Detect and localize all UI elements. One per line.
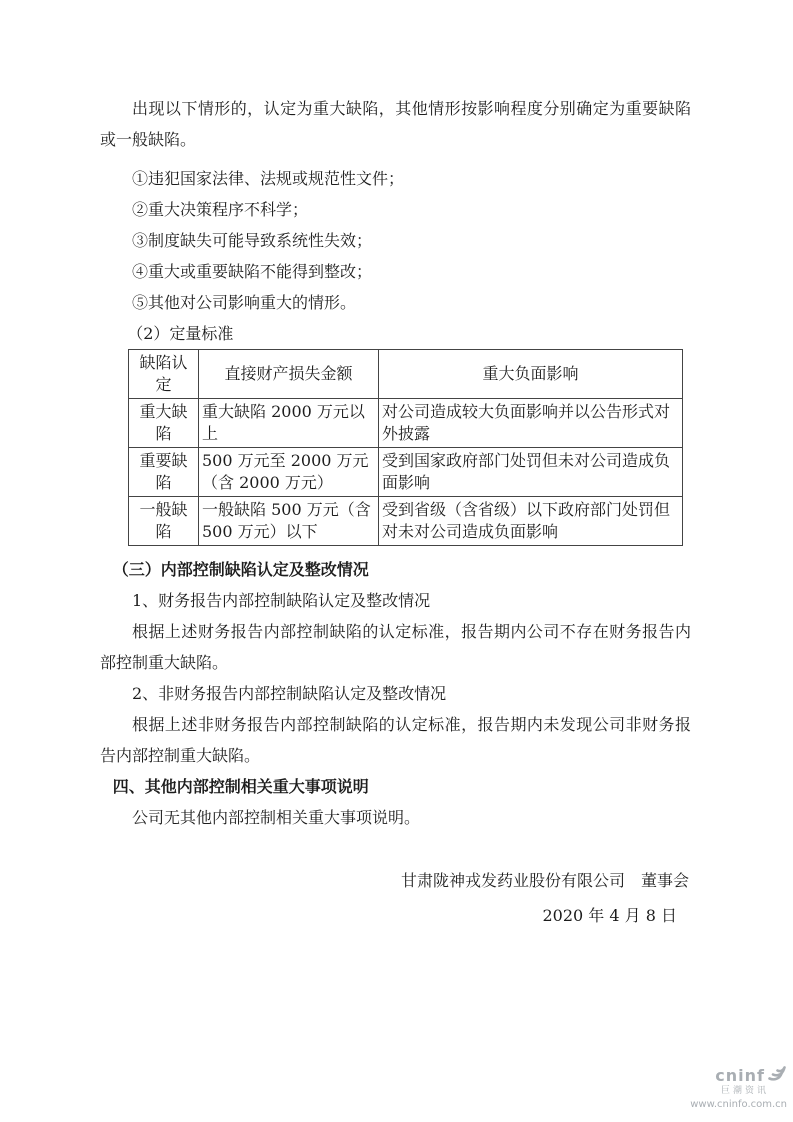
section4-body: 公司无其他内部控制相关重大事项说明。 bbox=[132, 808, 421, 827]
cell-loss-amount: 一般缺陷 500 万元（含 500 万元）以下 bbox=[199, 497, 379, 546]
section3-heading: （三）内部控制缺陷认定及整改情况 bbox=[112, 560, 369, 579]
signature-date: 2020 年 4 月 8 日 bbox=[542, 906, 677, 925]
table-row bbox=[129, 399, 683, 448]
cninfo-watermark bbox=[690, 1065, 787, 1110]
subsection1-heading: 1、财务报告内部控制缺陷认定及整改情况 bbox=[132, 591, 431, 610]
criteria-item-5: ⑤其他对公司影响重大的情形。 bbox=[132, 293, 357, 312]
criteria-item-2: ②重大决策程序不科学； bbox=[132, 200, 309, 219]
cell-negative-impact: 对公司造成较大负面影响并以公告形式对外披露 bbox=[379, 399, 683, 448]
criteria-item-3: ③制度缺失可能导致系统性失效； bbox=[132, 231, 373, 250]
cninfo-swirl-icon bbox=[767, 1065, 787, 1087]
cell-loss-amount: 重大缺陷 2000 万元以上 bbox=[199, 399, 379, 448]
subsection2-heading: 2、非财务报告内部控制缺陷认定及整改情况 bbox=[132, 684, 447, 703]
cell-negative-impact: 受到国家政府部门处罚但未对公司造成负面影响 bbox=[379, 448, 683, 497]
subsection1-body: 根据上述财务报告内部控制缺陷的认定标准，报告期内公司不存在财务报告内部控制重大缺陷。 bbox=[100, 622, 691, 672]
cell-deficiency-type: 一般缺陷 bbox=[129, 497, 199, 546]
col-header-deficiency: 缺陷认定 bbox=[129, 350, 199, 399]
criteria-item-4: ④重大或重要缺陷不能得到整改； bbox=[132, 262, 373, 281]
intro-paragraph: 出现以下情形的，认定为重大缺陷，其他情形按影响程度分别确定为重要缺陷或一般缺陷。 bbox=[100, 99, 691, 149]
cell-loss-amount: 500 万元至 2000 万元（含 2000 万元） bbox=[199, 448, 379, 497]
cninfo-url: www.cninfo.com.cn bbox=[690, 1099, 787, 1110]
cninfo-brand-chinese: 巨潮资讯 bbox=[720, 1086, 769, 1097]
cell-deficiency-type: 重大缺陷 bbox=[129, 399, 199, 448]
deficiency-criteria-table bbox=[128, 349, 683, 546]
table-row bbox=[129, 448, 683, 497]
cell-negative-impact: 受到省级（含省级）以下政府部门处罚但对未对公司造成负面影响 bbox=[379, 497, 683, 546]
criteria-item-1: ①违犯国家法律、法规或规范性文件； bbox=[132, 169, 405, 188]
section4-heading: 四、其他内部控制相关重大事项说明 bbox=[112, 777, 369, 796]
col-header-negative-impact: 重大负面影响 bbox=[379, 350, 683, 399]
subsection2-body: 根据上述非财务报告内部控制缺陷的认定标准，报告期内未发现公司非财务报告内部控制重大缺陷。 bbox=[100, 715, 691, 765]
quantitative-standard-label: （2）定量标准 bbox=[127, 324, 234, 343]
signature-company: 甘肃陇神戎发药业股份有限公司 董事会 bbox=[400, 871, 689, 890]
table-row bbox=[129, 497, 683, 546]
table-header-row bbox=[129, 350, 683, 399]
document-body bbox=[100, 93, 691, 931]
cell-deficiency-type: 重要缺陷 bbox=[129, 448, 199, 497]
signature-block bbox=[100, 865, 691, 931]
col-header-loss-amount: 直接财产损失金额 bbox=[199, 350, 379, 399]
qualitative-criteria-list bbox=[100, 163, 691, 318]
cninfo-brand-text: cninf bbox=[715, 1065, 765, 1085]
